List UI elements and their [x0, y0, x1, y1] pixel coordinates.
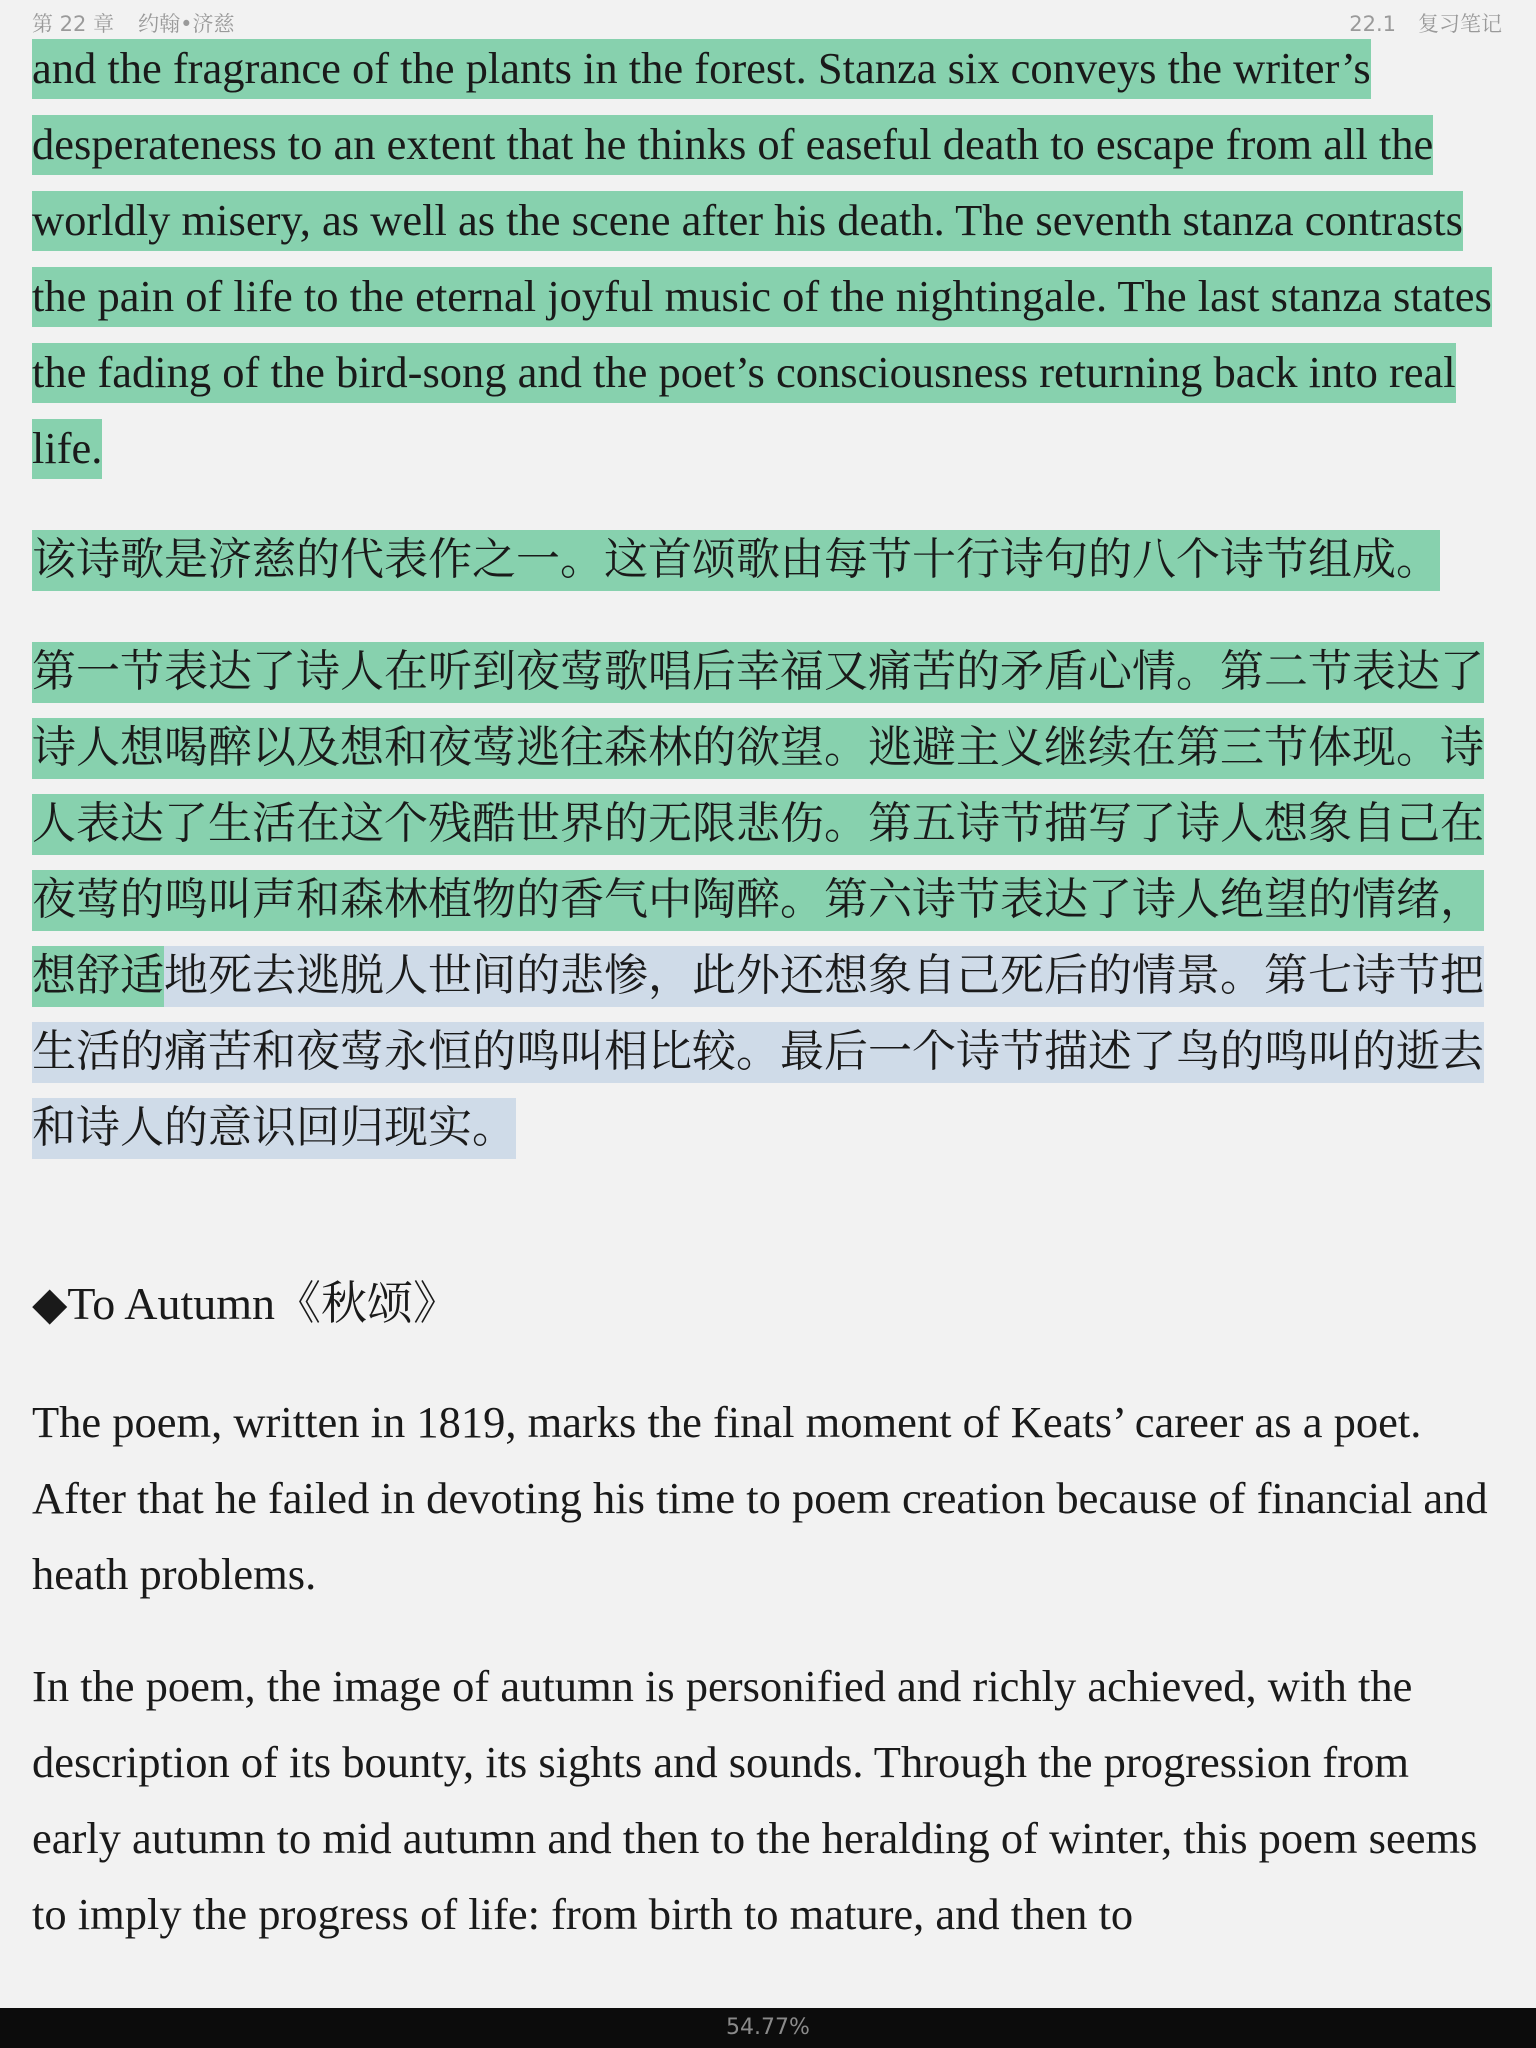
chapter-number: 第 22 章	[32, 12, 115, 36]
section-number: 22.1	[1349, 12, 1396, 36]
highlight-green[interactable]: 第一节表达了诗人在听到夜莺歌唱后幸福又痛苦的矛盾心情。第二节表达了诗人想喝醉以及想和夜莺逃往森林的欲望。逃避主义继续在第三节体现。诗人表达了生活在这个残酷世界的无限悲伤。第五诗节描写了诗人想象自己在夜莺的鸣叫声和森林植物的香气中陶醉。第六诗节表达了诗人绝望的情绪，想舒适	[32, 642, 1484, 1007]
highlight-blue-selection[interactable]: 地死去逃脱人世间的悲惨，此外还想象自己死后的情景。第七诗节把生活的痛苦和夜莺永恒的鸣叫相比较。最后一个诗节描述了鸟的鸣叫的逝去和诗人的意识回归现实。	[32, 946, 1484, 1159]
chapter-title: 约翰•济慈	[138, 12, 235, 36]
paragraph-ode-intro-zh[interactable]	[32, 522, 1494, 598]
paragraph-autumn-background[interactable]: The poem, written in 1819, marks the final moment of Keats’ career as a poet. After that he failed in devoting his time to poem creation because of financial and heath problems.	[32, 1397, 1488, 1599]
section-heading-to-autumn: ◆To Autumn《秋颂》	[32, 1278, 460, 1329]
reading-content[interactable]	[32, 30, 1494, 1952]
paragraph-ode-summary-en[interactable]	[32, 30, 1494, 486]
section-title: 复习笔记	[1418, 12, 1502, 36]
highlight-green[interactable]: and the fragrance of the plants in the forest. Stanza six conveys the writer’s desperateness to an extent that he thinks of easeful death to escape from all the worldly misery, as well as the scene after his death. The seventh stanza contrasts the pain of life to the eternal joyful music of the nightingale. The last stanza states the fading of the bird-song and the poet’s consciousness returning back into real life.	[32, 39, 1492, 479]
highlight-green[interactable]: 该诗歌是济慈的代表作之一。这首颂歌由每节十行诗句的八个诗节组成。	[32, 530, 1440, 591]
reading-progress-bar	[0, 2008, 1536, 2048]
paragraph-ode-summary-zh[interactable]	[32, 634, 1494, 1166]
progress-percent: 54.77%	[726, 2015, 810, 2040]
paragraph-autumn-analysis[interactable]: In the poem, the image of autumn is personified and richly achieved, with the description of its bounty, its sights and sounds. Through the progression from early autumn to mid autumn and then to the heralding of winter, this poem seems to imply the progress of life: from birth to mature, and then to	[32, 1661, 1478, 1939]
